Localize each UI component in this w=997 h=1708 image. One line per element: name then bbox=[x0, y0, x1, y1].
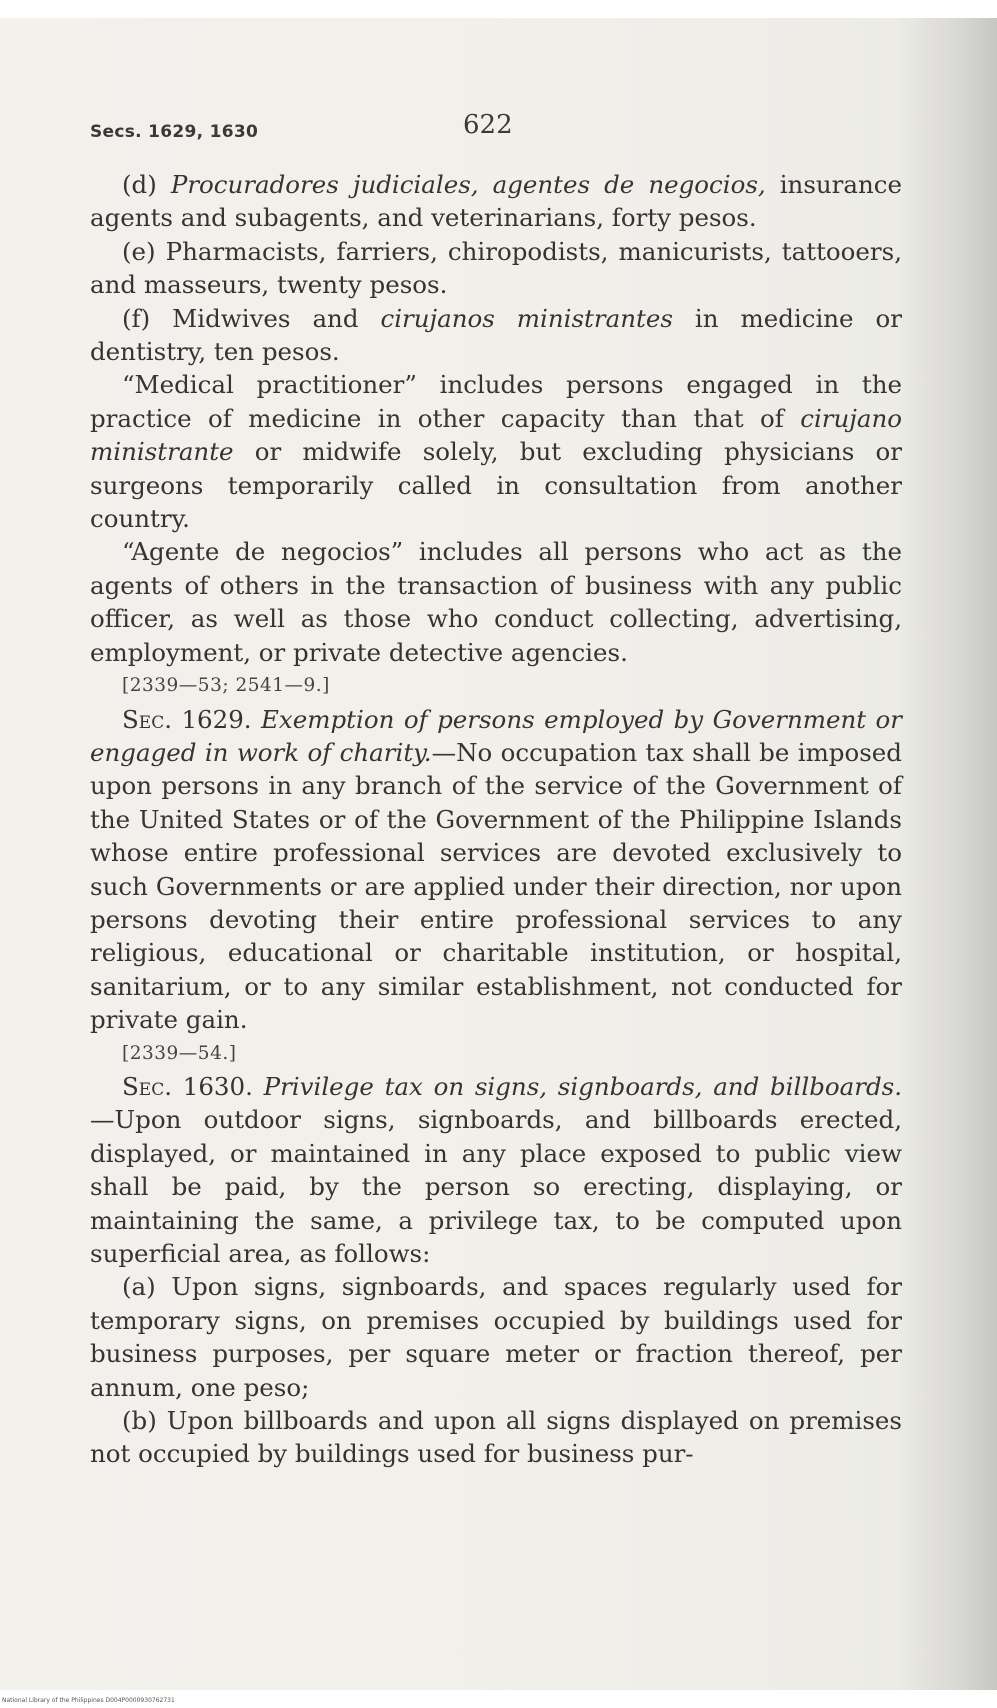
citation: [2339—53; 2541—9.] bbox=[122, 675, 330, 697]
item-label: (d) bbox=[122, 170, 157, 199]
item-label: (b) bbox=[122, 1406, 157, 1436]
paragraph-text: Upon billboards and upon all signs displayed on premises not occupied by buildings used for business pur- bbox=[90, 1406, 902, 1469]
paragraph-text: insurance agents and subagents, and veterinarians, forty pesos. bbox=[90, 170, 903, 233]
section-label: Sec. bbox=[122, 704, 172, 734]
paragraph-text: Midwives and bbox=[150, 303, 381, 333]
section-title: Privilege tax on signs, signboards, and billboards. bbox=[263, 1071, 902, 1101]
italic-term: cirujano ministrante bbox=[90, 403, 902, 467]
page-body bbox=[90, 168, 902, 1471]
source-footer: National Library of the Philippines D004P0000930762731 bbox=[2, 1697, 175, 1704]
paragraph-text: or midwife solely, but excluding physicians or surgeons temporarily called in consultation from another country. bbox=[90, 437, 902, 534]
paragraph-b bbox=[90, 1404, 902, 1471]
page-header bbox=[90, 110, 910, 150]
section-text: —Upon outdoor signs, signboards, and billboards erected, displayed, or maintained in any place exposed to public view shall be paid, by the person so erecting, displaying, or maintaining the same, a privilege tax, to be computed upon superficial area, as follows: bbox=[90, 1105, 902, 1268]
section-1630 bbox=[90, 1070, 902, 1270]
scanned-page bbox=[0, 18, 997, 1690]
paragraph-d bbox=[90, 168, 902, 235]
paragraph-medical-practitioner bbox=[90, 368, 902, 535]
section-title: Exemption of persons employed by Government or engaged in work of charity. bbox=[90, 704, 902, 767]
item-label: (a) bbox=[122, 1272, 156, 1302]
section-label: Sec. bbox=[122, 1071, 172, 1101]
item-label: (f) bbox=[122, 303, 151, 333]
paragraph-text: “Agente de negocios” includes all persons who act as the agents of others in the transaction of business with any public officer, as well as those who conduct collecting, advertising, employment, or private detective agencies. bbox=[90, 537, 902, 667]
italic-term: Procuradores judiciales, agentes de negocios, bbox=[170, 170, 766, 199]
paragraph-text: in medicine or dentistry, ten pesos. bbox=[90, 303, 902, 367]
paragraph-agente-de-negocios bbox=[90, 535, 902, 669]
section-reference: Secs. 1629, 1630 bbox=[90, 122, 259, 142]
section-number: 1630. bbox=[172, 1071, 264, 1101]
section-1629 bbox=[90, 703, 902, 1037]
paragraph-text: “Medical practitioner” includes persons engaged in the practice of medicine in other capacity than that of bbox=[90, 370, 902, 433]
paragraph-text: Upon signs, signboards, and spaces regularly used for temporary signs, on premises occupied by buildings used for business purposes, per square meter or fraction thereof, per annum, one peso; bbox=[90, 1272, 902, 1402]
page-number: 622 bbox=[463, 110, 513, 140]
item-label: (e) bbox=[122, 236, 156, 266]
section-number: 1629. bbox=[172, 704, 262, 734]
citation: [2339—54.] bbox=[122, 1042, 237, 1064]
paragraph-f bbox=[90, 302, 902, 369]
italic-term: cirujanos ministrantes bbox=[380, 303, 673, 333]
section-text: —No occupation tax shall be imposed upon persons in any branch of the service of the Government of the United States or of the Government of the Philippine Islands whose entire professional services are devoted exclusively to such Governments or are applied under their direction, nor upon persons devoting their entire professional services to any religious, educational or charitable institution, or hospital, sanitarium, or to any similar establishment, not conducted for private gain. bbox=[90, 737, 902, 1035]
paragraph-e bbox=[90, 235, 902, 302]
paragraph-a bbox=[90, 1270, 902, 1404]
paragraph-text: Pharmacists, farriers, chiropodists, manicurists, tattooers, and masseurs, twenty pesos. bbox=[90, 236, 902, 300]
